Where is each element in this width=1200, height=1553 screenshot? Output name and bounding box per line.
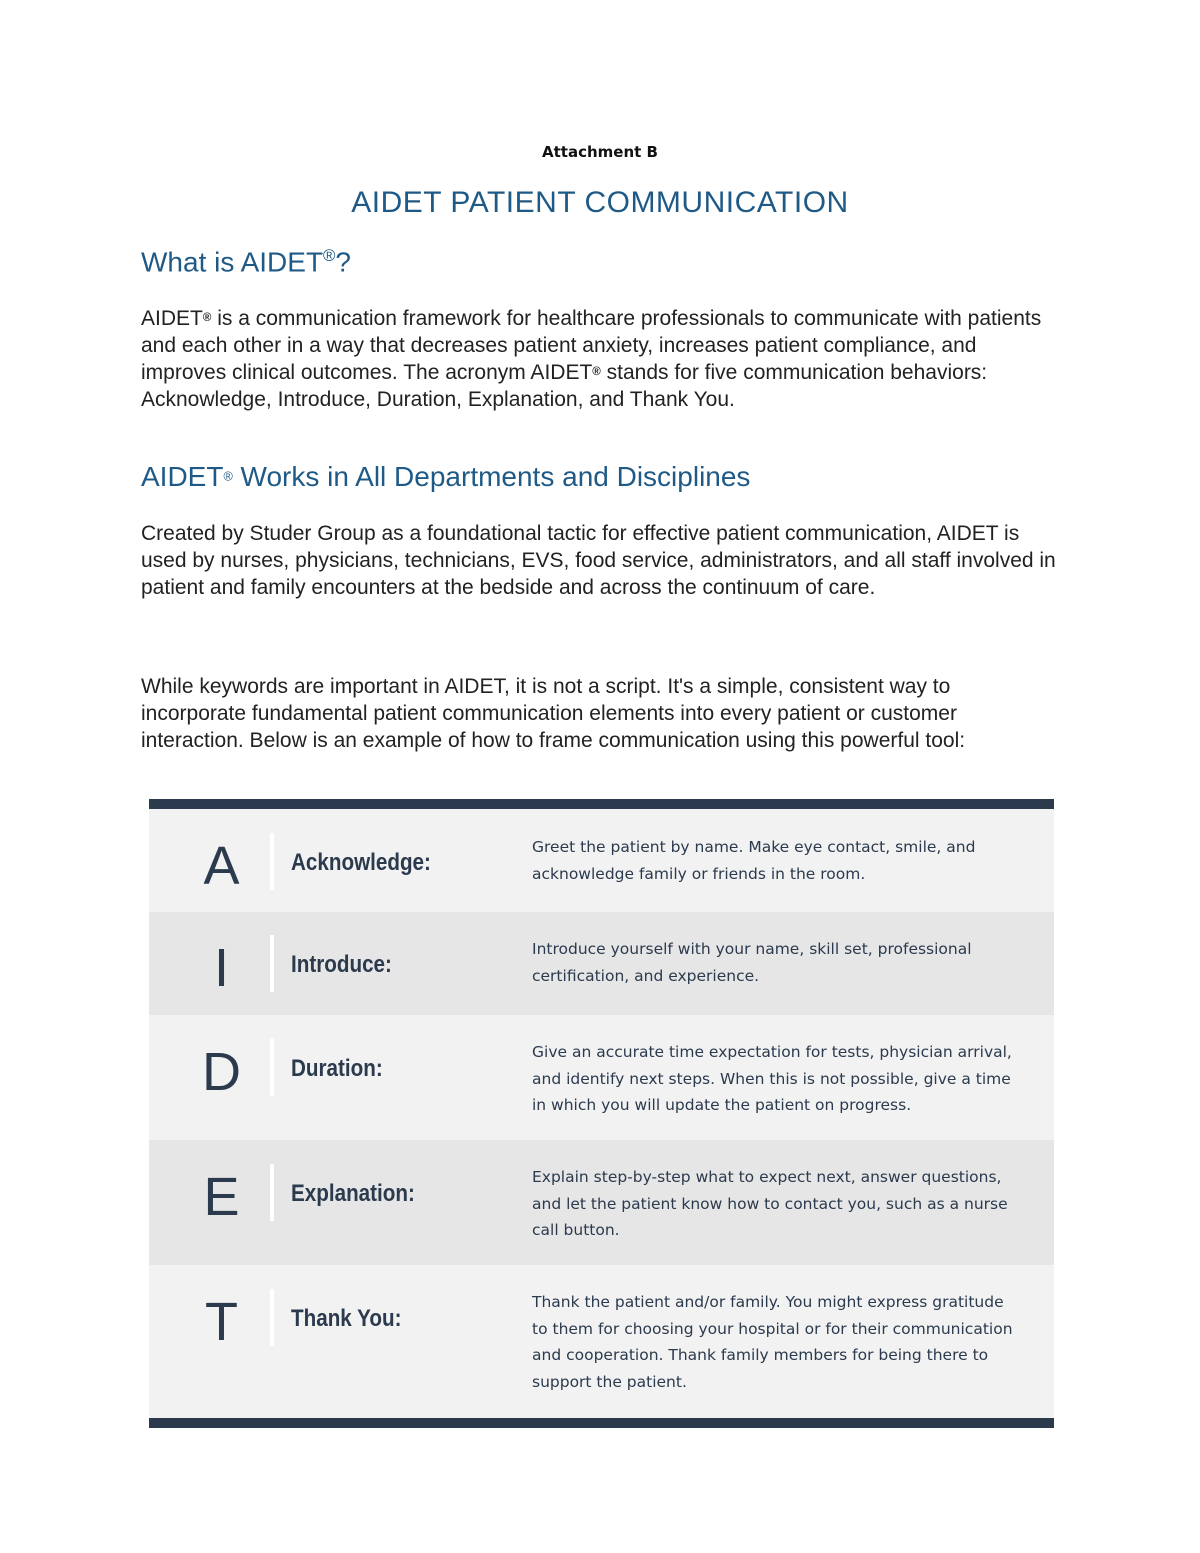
keywords-paragraph: While keywords are important in AIDET, it is not a script. It's a simple, consistent way to incorporate fundamental patient communication elements into every patient or customer interaction. Below is an example of how to frame communication using this powerful tool: [141,675,966,752]
heading-text: What is AIDET [141,246,324,278]
heading-suffix: ? [335,246,351,278]
para-text-end: stands for five communication behaviors: Acknowledge, Introduce, Duration, Explanation, and Thank You. [141,361,988,412]
row-divider [270,1039,274,1096]
heading-text-start: AIDET [141,461,224,492]
para-text-start: AIDET [141,307,203,331]
registered-mark: ® [223,469,233,484]
aidet-row-introduce [149,912,1054,1015]
page-title: AIDET PATIENT COMMUNICATION [351,186,849,219]
heading-text-rest: Works in All Departments and Disciplines [232,461,751,492]
para-text-mid: is a communication framework for healthcare professionals to communicate with patients and each other in a way that decreases patient anxiety, increases patient compliance, and improves clinical outcomes. The acronym AIDET [141,307,1042,385]
row-divider [270,935,274,992]
row-term: Thank You: [291,1305,402,1332]
registered-mark: ® [323,246,336,265]
table-bottom-bar [149,1418,1054,1428]
row-letter: E [203,1167,240,1227]
row-term: Duration: [291,1055,383,1082]
registered-mark: ® [592,366,601,379]
row-letter: I [213,938,229,998]
aidet-row-duration [149,1015,1054,1140]
row-description: Thank the patient and/or family. You might express gratitude to them for choosing your hospital or for their communication and cooperation. Thank family members for being there to support the patient. [532,1293,1013,1391]
row-divider [270,1164,274,1221]
row-divider [270,833,274,890]
aidet-row-explanation [149,1140,1054,1265]
studer-group-paragraph: Created by Studer Group as a foundational tactic for effective patient communication, AIDET is used by nurses, physicians, technicians, EVS, food service, administrators, and all staff involved in patient and family encounters at the bedside and across the continuum of care. [141,522,1056,599]
attachment-label: Attachment B [542,143,658,161]
section-heading-departments [141,461,750,493]
table-top-bar [149,799,1054,809]
row-letter: T [205,1292,238,1352]
row-description: Greet the patient by name. Make eye contact, smile, and acknowledge family or friends in the room. [532,838,976,883]
row-description: Give an accurate time expectation for tests, physician arrival, and identify next steps. When this is not possible, give a time in which you will update the patient on progress. [532,1043,1012,1114]
row-term: Explanation: [291,1180,415,1207]
registered-mark: ® [202,312,212,324]
row-description: Explain step-by-step what to expect next, answer questions, and let the patient know how to contact you, such as a nurse call button. [532,1168,1008,1239]
aidet-row-acknowledge [149,809,1054,912]
row-divider [270,1289,274,1346]
aidet-row-thank-you [149,1265,1054,1418]
row-description: Introduce yourself with your name, skill set, professional certification, and experience. [532,940,972,985]
row-letter: A [203,836,240,896]
what-is-aidet-paragraph [141,305,1061,413]
row-term: Introduce: [291,951,392,978]
row-term: Acknowledge: [291,849,431,876]
section-heading-what-is-aidet [141,246,351,278]
row-letter: D [202,1042,241,1102]
aidet-table [149,799,1054,1428]
